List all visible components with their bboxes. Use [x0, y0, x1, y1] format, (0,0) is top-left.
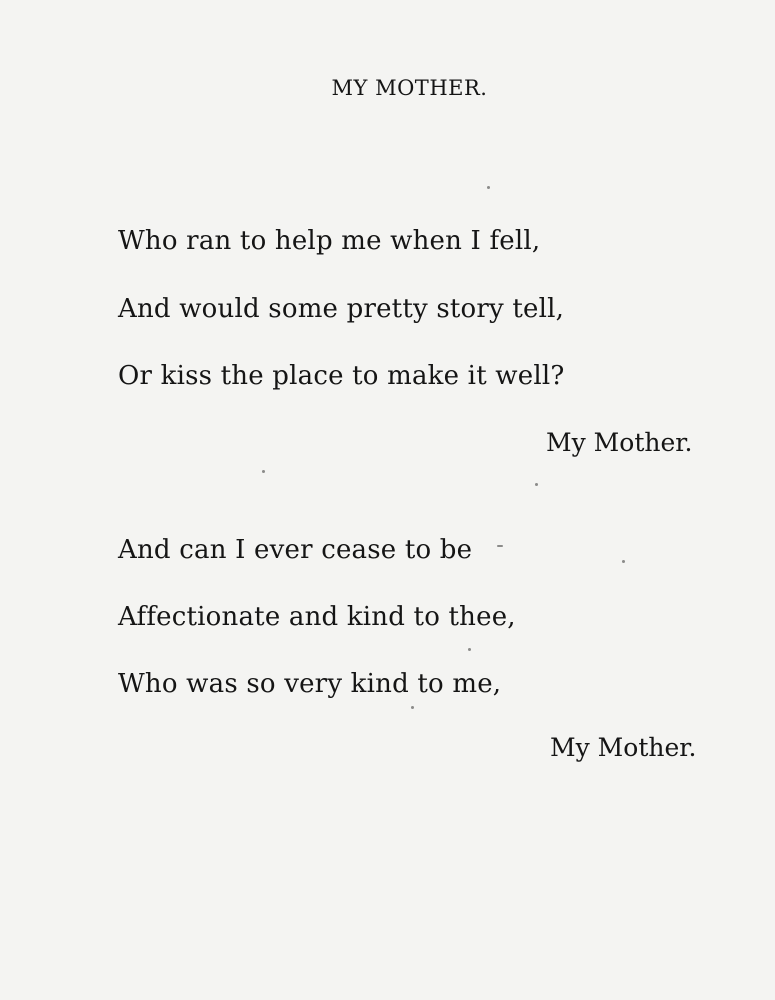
- stanza-2-line-1: And can I ever cease to be: [118, 535, 473, 565]
- ink-speck: [411, 706, 414, 709]
- ink-speck: [468, 648, 471, 651]
- stanza-2-refrain: My Mother.: [550, 733, 697, 762]
- stanza-1-line-3: Or kiss the place to make it well?: [118, 361, 565, 391]
- ink-speck: [535, 483, 538, 486]
- stanza-1-refrain: My Mother.: [546, 428, 693, 457]
- ink-speck: [622, 560, 625, 563]
- poem-title: MY MOTHER.: [331, 76, 488, 100]
- ink-speck: [487, 186, 490, 189]
- ink-speck: [497, 545, 503, 547]
- stanza-1-line-1: Who ran to help me when I fell,: [118, 226, 541, 256]
- ink-speck: [262, 470, 265, 473]
- stanza-2-line-3: Who was so very kind to me,: [118, 669, 502, 699]
- stanza-1-line-2: And would some pretty story tell,: [118, 294, 565, 324]
- stanza-2-line-2: Affectionate and kind to thee,: [118, 602, 516, 632]
